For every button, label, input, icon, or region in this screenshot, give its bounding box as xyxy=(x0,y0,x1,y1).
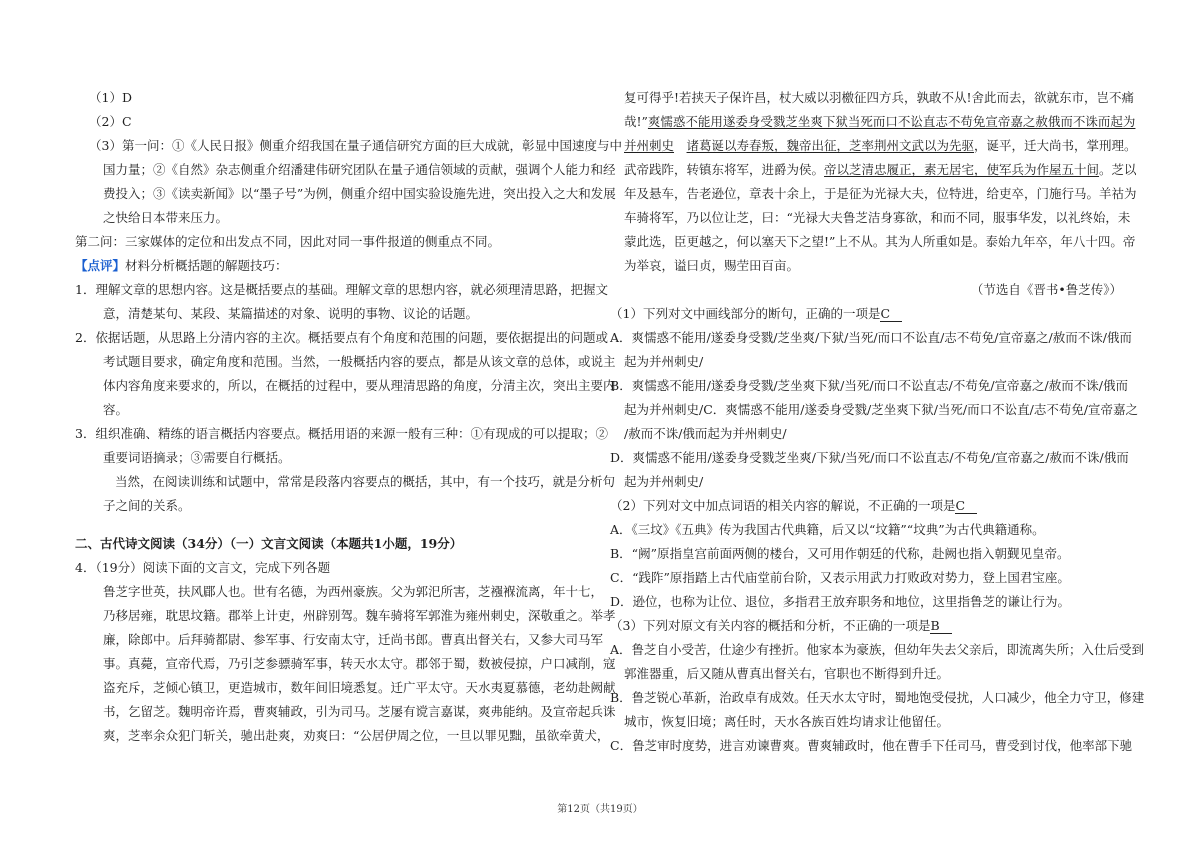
tip-line: 2．依据话题，从思路上分清内容的主次。概括要点有个角度和范围的问题，要依据提出的问题或 xyxy=(75,330,608,345)
tip-note-line: 当然，在阅读训练和试题中，常常是段落内容要点的概括，其中，有一个技巧，就是分析句 xyxy=(115,474,616,489)
answer-3-line: 之快给日本带来压力。 xyxy=(103,210,229,225)
answer-3-line: 费投入；③《读卖新闻》以“墨子号”为例，侧重介绍中国实验设施先进，突出投入之大和发展 xyxy=(103,186,616,201)
question-text: （2）下列对文中加点词语的相关内容的解说，不正确的一项是 xyxy=(610,498,956,513)
answer-1: （1）D xyxy=(89,90,132,105)
answer-3-block xyxy=(75,134,622,230)
underlined-sentence: 并州刺史 xyxy=(624,138,675,153)
option-line: C．鲁芝审时度势，进言劝谏曹爽。曹爽辅政时，他在曹手下任司马，曹受到讨伐，他率部下驰 xyxy=(610,738,1133,753)
passage-line: 廉，除郎中。后拜骑都尉、参军事、行安南太守，迁尚书郎。曹真出督关右，又参大司马军 xyxy=(103,632,604,647)
underlined-sentence: 诸葛诞以寿春叛，魏帝出征，芝率荆州文武以为先驱 xyxy=(686,138,975,153)
passage-start xyxy=(75,580,616,748)
answer-3-second: 第二问：三家媒体的定位和出发点不同，因此对同一事件报道的侧重点不同。 xyxy=(75,234,501,249)
passage-line: 为举哀，谥曰贞，赐茔田百亩。 xyxy=(624,258,800,273)
question-text: （1）下列对文中画线部分的断句，正确的一项是 xyxy=(610,306,881,321)
answer-2: （2）C xyxy=(89,114,132,129)
option-line: 起为并州刺史/ xyxy=(624,354,704,369)
tip-line: 考试题目要求，确定角度和范围。当然，一般概括内容的要点，都是从该文章的总体，或说主 xyxy=(103,354,616,369)
option-line: /赦而不诛/俄而起为并州刺史/ xyxy=(624,426,787,441)
passage-text: 。芝以 xyxy=(1099,162,1137,177)
option-line: C．“践阼”原指踏上古代庙堂前台阶，又表示用武力打败政对势力，登上国君宝座。 xyxy=(610,570,1070,585)
option-line: B．爽懦惑不能用/遂委身受戮/芝坐爽下狱/当死/而口不讼直志/不苟免/宣帝嘉之/赦而不诛/俄而 xyxy=(610,378,1128,393)
question-2-options xyxy=(610,518,1128,614)
option-line: A．爽懦惑不能用/遂委身受戮/芝坐爽/下狱/当死/而口不讼直/志不苟免/宣帝嘉之/赦而不诛/俄而 xyxy=(610,330,1132,345)
question-2 xyxy=(610,494,1128,518)
passage-line xyxy=(610,134,1137,158)
option-line: B．鲁芝锐心革新，治政卓有成效。任天水太守时，蜀地饱受侵扰，人口减少，他全力守卫，修建 xyxy=(610,690,1145,705)
option-line: D．逊位，也称为让位、退位，多指君王放弃职务和地位，这里指鲁芝的谦让行为。 xyxy=(610,594,1071,609)
question-1-options xyxy=(610,326,1139,494)
underlined-sentence: 帝以芝清忠履正，素无居宅，使军兵为作屋五十间 xyxy=(824,162,1100,177)
passage-text: 哉!” xyxy=(624,114,648,129)
question-3 xyxy=(610,614,1128,638)
option-line: B．“阙”原指皇宫前面两侧的楼台，又可用作朝廷的代称，赴阙也指入朝觐见皇帝。 xyxy=(610,546,1070,561)
tip-1 xyxy=(75,278,608,326)
page-footer: 第12页（共19页） xyxy=(557,804,643,815)
passage-line: 爽，芝率余众犯门斩关，驰出赴爽，劝爽曰：“公居伊周之位，一旦以罪见黜，虽欲牵黄犬， xyxy=(103,728,610,743)
tip-line: 1．理解文章的思想内容。这是概括要点的基础。理解文章的思想内容，就必须理清思路，把握文 xyxy=(75,282,608,297)
passage-source: （节选自《晋书•鲁芝传》） xyxy=(970,282,1122,297)
option-line: D．爽懦惑不能用/遂委身受戮芝坐爽/下狱/当死/而口不讼直志/不苟免/宣帝嘉之/赦而不诛/俄而 xyxy=(610,450,1129,465)
passage-line: 鲁芝字世英，扶风郿人也。世有名德，为西州豪族。父为郭汜所害，芝襁褓流离，年十七， xyxy=(103,584,604,599)
question-text: （3）下列对原文有关内容的概括和分析，不正确的一项是 xyxy=(610,618,931,633)
section-title: 二、古代诗文阅读（34分）（一）文言文阅读（本题共1小题，19分） xyxy=(75,536,463,551)
option-line: A．鲁芝自小受苦，仕途少有挫折。他家本为豪族，但幼年失去父亲后，即流离失所；入仕后受到 xyxy=(610,642,1145,657)
tip-line: 3．组织准确、精练的语言概括内容要点。概括用语的来源一般有三种：①有现成的可以提取；② xyxy=(75,426,608,441)
passage-line xyxy=(610,110,1136,134)
comment-text: 材料分析概括题的解题技巧： xyxy=(125,258,288,273)
left-column xyxy=(75,86,622,748)
tip-3 xyxy=(75,422,608,470)
comment-tag: 【点评】 xyxy=(75,258,126,273)
answer-blank: C xyxy=(955,499,977,514)
answer-blank: C xyxy=(880,307,902,322)
answer-3-line: （3）第一问：①《人民日报》侧重介绍我国在量子通信研究方面的巨大成就，彰显中国速度与中 xyxy=(89,138,622,153)
tip-line: 容。 xyxy=(103,402,129,417)
question-3-options xyxy=(610,638,1145,758)
answer-blank: B xyxy=(930,619,952,634)
right-column xyxy=(610,86,1145,758)
passage-line: 书，乞留芝。魏明帝许焉，曹爽辅政，引为司马。芝屡有谠言嘉谋，爽弗能纳。及宣帝起兵诛 xyxy=(103,704,616,719)
tip-2 xyxy=(75,326,616,422)
question-1 xyxy=(610,302,1128,326)
comment-line xyxy=(75,254,591,278)
underlined-sentence: 爽懦惑不能用遂委身受戮芝坐爽下狱当死而口不讼直志不苟免宣帝嘉之赦俄而不诛而起为 xyxy=(647,114,1136,129)
tip-note-line: 子之间的关系。 xyxy=(103,498,191,513)
passage-text: ，诞平，迁大尚书，掌刑理。 xyxy=(974,138,1137,153)
passage-line xyxy=(610,158,1137,182)
passage-line: 年及悬车，告老逊位，章表十余上，于是征为光禄大夫，位特进，给吏卒，门施行马。羊祜为 xyxy=(624,186,1137,201)
passage-line: 事。真薨，宣帝代焉，乃引芝参骠骑军事，转天水太守。郡邻于蜀，数被侵掠，户口减削，寇 xyxy=(103,656,616,671)
answer-3-line: 国力量；②《自然》杂志侧重介绍潘建伟研究团队在量子通信领域的贡献，强调个人能力和经 xyxy=(103,162,616,177)
tip-note xyxy=(75,470,616,518)
passage-line: 复可得乎!若挟天子保许昌，杖大威以羽檄征四方兵，孰敢不从!舍此而去，欲就东市，岂不痛 xyxy=(624,90,1135,105)
passage-line: 蒙此选，臣更越之，何以塞天下之望!”上不从。其为人所重如是。泰始九年卒，年八十四。帝 xyxy=(624,234,1136,249)
passage-continued xyxy=(610,86,1137,302)
tip-line: 体内容角度来要求的，所以，在概括的过程中，要从理清思路的角度，分清主次，突出主要内 xyxy=(103,378,616,393)
passage-line: 车骑将军，乃以位让芝，曰：“光禄大夫鲁芝洁身寡欲，和而不同，服事华发，以礼终始，未 xyxy=(624,210,1131,225)
option-line: A．《三坟》《五典》传为我国古代典籍，后又以“坟籍”“坟典”为古代典籍通称。 xyxy=(610,522,1045,537)
tip-line: 意，清楚某句、某段、某篇描述的对象、说明的事物、议论的话题。 xyxy=(103,306,479,321)
passage-text: 武帝践阼，转镇东将军，进爵为侯。 xyxy=(624,162,825,177)
question-4-intro: 4．（19分）阅读下面的文言文，完成下列各题 xyxy=(75,560,331,575)
option-line: 郭淮器重，后又随从曹真出督关右，官职也不断得到升迁。 xyxy=(624,666,950,681)
passage-line: 乃移居雍，耽思坟籍。郡举上计吏，州辟别驾。魏车骑将军郭淮为雍州刺史，深敬重之。举孝 xyxy=(103,608,616,623)
option-line: 起为并州刺史/C．爽懦惑不能用/遂委身受戮/芝坐爽下狱/当死/而口不讼直/志不苟免/宣帝嘉之 xyxy=(624,402,1139,417)
option-line: 城市，恢复旧境；离任时，天水各族百姓均请求让他留任。 xyxy=(624,714,950,729)
tip-line: 重要词语摘录；③需要自行概括。 xyxy=(103,450,291,465)
option-line: 起为并州刺史/ xyxy=(624,474,704,489)
passage-line: 盗充斥，芝倾心镇卫，更造城市，数年间旧境悉复。迁广平太守。天水夷夏慕德，老幼赴阙献 xyxy=(103,680,616,695)
